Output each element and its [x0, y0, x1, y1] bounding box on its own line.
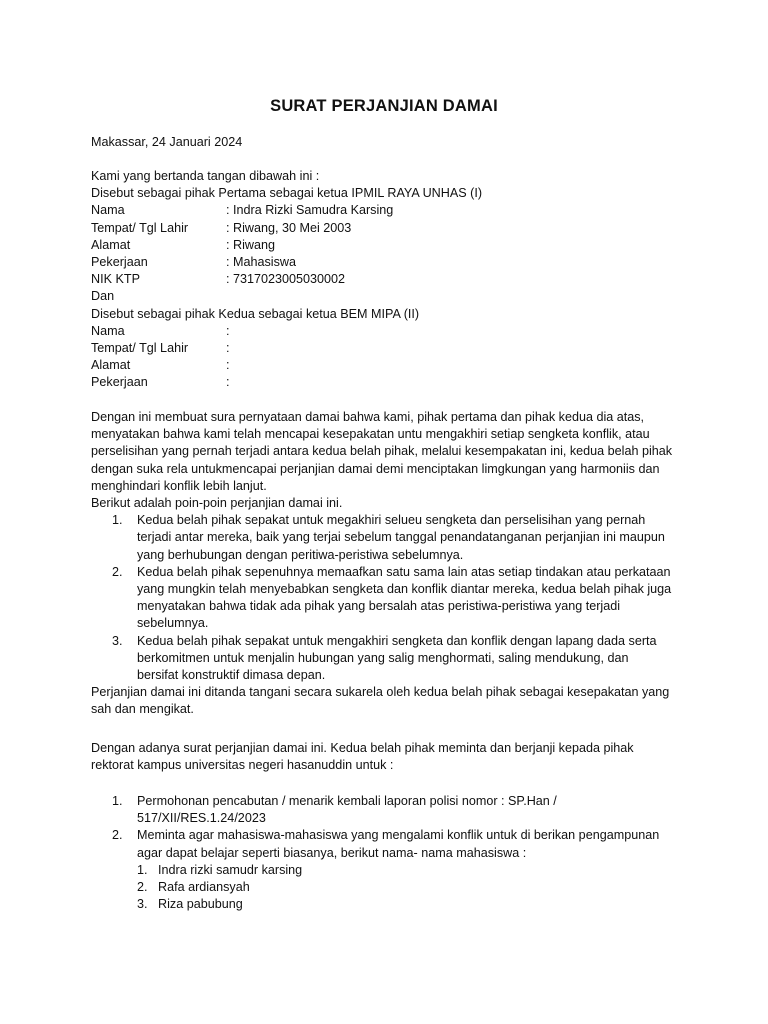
request-number: 1. — [112, 794, 123, 808]
field-label: Tempat/ Tgl Lahir — [91, 341, 189, 356]
request-point-line: Meminta agar mahasiswa-mahasiswa yang mengalami konflik untuk di berikan pengampunan — [137, 828, 660, 843]
field-label: NIK KTP — [91, 272, 140, 287]
request-line: rektorat kampus universitas negeri hasanuddin untuk : — [91, 758, 394, 773]
point-line: Kedua belah pihak sepakat untuk megakhiri selueu sengketa dan perselisihan yang pernah — [137, 513, 646, 528]
field-value: : Indra Rizki Samudra Karsing — [226, 203, 394, 218]
point-line: yang mungkin telah menyebabkan sengketa dan konflik diantar mereka, kedua belah pihak juga — [137, 582, 672, 597]
party1-field-occupation — [91, 254, 681, 271]
point-line: Kedua belah pihak sepakat untuk mengakhiri sengketa dan konflik dengan lapang dada serta — [137, 633, 657, 648]
student-name: Indra rizki samudr karsing — [158, 862, 303, 877]
parties-section — [91, 168, 681, 392]
field-label: Alamat — [91, 237, 131, 252]
statement-line: menghindari konflik lebih lanjut. — [91, 478, 267, 493]
request-points — [91, 793, 681, 862]
point-number: 2. — [112, 564, 123, 579]
student-number: 3. — [137, 897, 148, 912]
field-label: Pekerjaan — [91, 255, 148, 270]
point-number: 1. — [112, 513, 123, 528]
field-value: : Riwang — [226, 237, 275, 252]
request-list-section — [91, 793, 681, 913]
points-intro: Berikut adalah poin-poin perjanjian damai ini. — [91, 496, 343, 511]
place-date-text: Makassar, 24 Januari 2024 — [91, 135, 243, 149]
document-title: SURAT PERJANJIAN DAMAI — [270, 97, 498, 115]
request-point-line: agar dapat belajar seperti biasanya, berikut nama- nama mahasiswa : — [137, 845, 527, 860]
request-point — [91, 793, 681, 827]
request-point-line: Permohonan pencabutan / menarik kembali laporan polisi nomor : SP.Han / — [137, 794, 557, 808]
field-value: : Riwang, 30 Mei 2003 — [226, 220, 352, 235]
closing-line: sah dan mengikat. — [91, 702, 194, 717]
field-value: : — [226, 358, 230, 373]
point-number: 3. — [112, 633, 123, 648]
party2-field-name — [91, 323, 681, 340]
field-value: : — [226, 323, 230, 338]
student-list — [91, 862, 681, 914]
party1-field-address — [91, 237, 681, 254]
point-line: berkomitmen untuk menjalin hubungan yang salig menghormati, saling mendukung, dan — [137, 650, 629, 665]
point-line: Kedua belah pihak sepenuhnya memaafkan satu sama lain atas setiap tindakan atau perkataan — [137, 564, 671, 579]
student-item — [91, 862, 681, 879]
party2-heading: Disebut sebagai pihak Kedua sebagai ketua BEM MIPA (II) — [91, 306, 420, 321]
party2-field-address — [91, 357, 681, 374]
party1-field-birth — [91, 220, 681, 237]
field-label: Alamat — [91, 358, 131, 373]
agreement-point — [91, 633, 681, 685]
point-line: menyatakan bahwa tidak ada pihak yang bersalah atas peristiwa-peristiwa yang terjadi — [137, 599, 621, 614]
party2-field-occupation — [91, 374, 681, 391]
point-line: yang berhubungan dengan peritiwa-peristiwa sebelumnya. — [137, 547, 464, 562]
statement-line: perselisihan yang pernah terjadi antara kedua belah pihak, melalui kesempakatan ini, kedua belah pihak — [91, 444, 673, 459]
point-line: sebelumnya. — [137, 616, 209, 631]
conjunction-text: Dan — [91, 289, 115, 304]
field-value: : 7317023005030002 — [226, 272, 346, 287]
request-number: 2. — [112, 828, 123, 843]
field-value: : Mahasiswa — [226, 255, 296, 270]
statement-section — [91, 409, 681, 719]
student-item — [91, 896, 681, 913]
request-line: Dengan adanya surat perjanjian damai ini. Kedua belah pihak meminta dan berjanji kepada pihak — [91, 741, 634, 755]
agreement-points — [91, 512, 681, 684]
statement-line: dengan suka rela untukmencapai perjanjian damai demi menciptakan limgkungan yang harmoniis dan — [91, 461, 660, 476]
field-label: Tempat/ Tgl Lahir — [91, 220, 189, 235]
request-section — [91, 740, 681, 774]
statement-line: Dengan ini membuat sura pernyataan damai bahwa kami, pihak pertama dan pihak kedua dia atas, — [91, 410, 645, 424]
field-value: : — [226, 341, 230, 356]
student-number: 2. — [137, 880, 148, 895]
student-item — [91, 879, 681, 896]
point-line: terjadi antar mereka, baik yang terjai sebelum tanggal penandatanganan perjanjian ini maupun — [137, 530, 665, 545]
party1-field-nik — [91, 271, 681, 288]
request-point-line: 517/XII/RES.1.24/2023 — [137, 811, 266, 826]
place-date — [91, 134, 681, 151]
agreement-point — [91, 512, 681, 564]
field-label: Nama — [91, 203, 125, 218]
field-label: Pekerjaan — [91, 375, 148, 390]
student-name: Rafa ardiansyah — [158, 880, 250, 895]
party1-field-name — [91, 202, 681, 219]
student-name: Riza pabubung — [158, 897, 243, 912]
statement-line: menyatakan bahwa kami telah mencapai kesepakatan untu mengakhiri setiap sengketa konflik, atau — [91, 427, 650, 442]
field-label: Nama — [91, 323, 125, 338]
party2-field-birth — [91, 340, 681, 357]
request-point — [91, 827, 681, 861]
student-number: 1. — [137, 862, 148, 877]
party1-heading: Disebut sebagai pihak Pertama sebagai ketua IPMIL RAYA UNHAS (I) — [91, 186, 483, 201]
field-value: : — [226, 375, 230, 390]
intro-text: Kami yang bertanda tangan dibawah ini : — [91, 169, 320, 183]
closing-line: Perjanjian damai ini ditanda tangani secara sukarela oleh kedua belah pihak sebagai kesepakatan yang — [91, 685, 670, 700]
agreement-point — [91, 564, 681, 633]
point-line: bersifat konstruktif dimasa depan. — [137, 668, 326, 683]
